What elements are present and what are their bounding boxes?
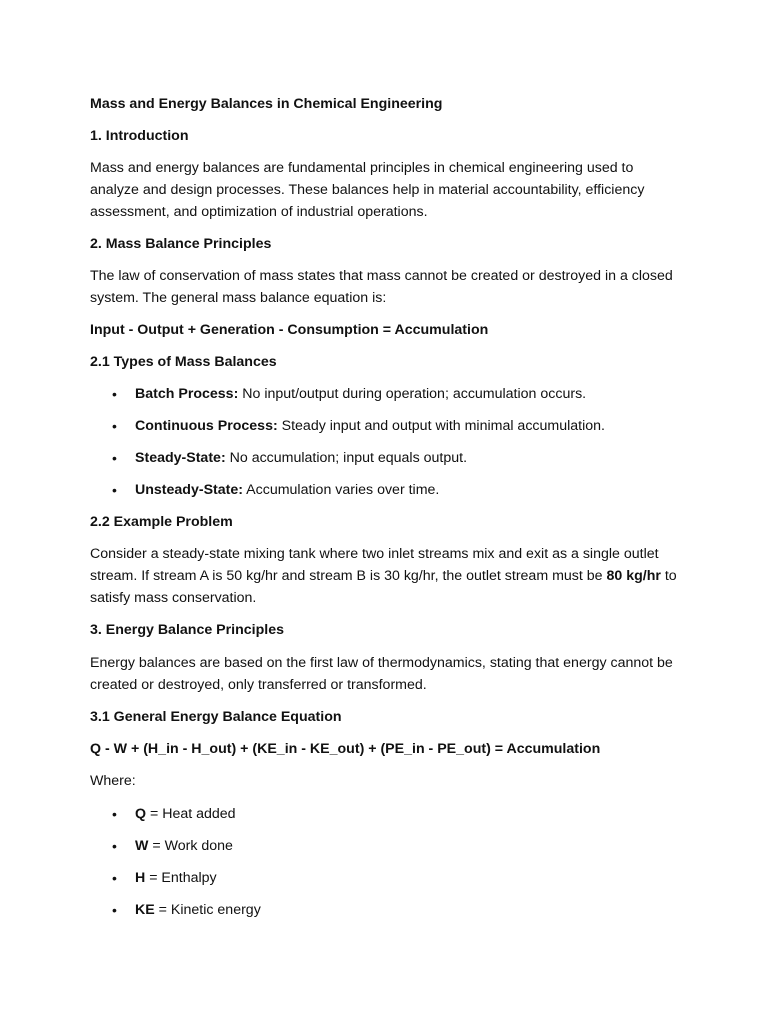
list-item (90, 383, 678, 405)
example-answer: 80 kg/hr (606, 568, 661, 584)
list-item-desc: Steady input and output with minimal accumulation. (277, 418, 605, 434)
list-item-term: KE (135, 902, 155, 918)
list-item-desc: = Heat added (146, 806, 236, 822)
list-item-term: Q (135, 806, 147, 822)
energy-terms-list (90, 803, 678, 921)
mass-balance-types-list (90, 383, 678, 501)
list-item-desc: Accumulation varies over time. (243, 482, 440, 498)
section-2-paragraph: The law of conservation of mass states that mass cannot be created or destroyed in a closed system. The general mass balance equation is: (90, 268, 673, 306)
list-item-term: Steady-State: (135, 450, 226, 466)
list-item-term: Batch Process: (135, 386, 239, 402)
energy-balance-equation: Q - W + (H_in - H_out) + (KE_in - KE_out) + (PE_in - PE_out) = Accumulation (90, 741, 601, 757)
list-item-term: Continuous Process: (135, 418, 278, 434)
example-text-end: to satisfy mass conservation. (90, 568, 677, 606)
list-item (90, 899, 678, 921)
section-2-heading: 2. Mass Balance Principles (90, 236, 272, 252)
bullet-icon: • (112, 870, 117, 886)
list-item-term: Unsteady-State: (135, 482, 244, 498)
list-item-desc: = Work done (148, 838, 233, 854)
bullet-icon: • (112, 902, 117, 918)
section-3-paragraph: Energy balances are based on the first law of thermodynamics, stating that energy cannot be created or destroyed, only transferred or transformed. (90, 655, 673, 693)
section-2-1-heading: 2.1 Types of Mass Balances (90, 354, 277, 370)
bullet-icon: • (112, 838, 117, 854)
list-item (90, 479, 678, 501)
section-1-heading: 1. Introduction (90, 128, 189, 144)
section-2-2-heading: 2.2 Example Problem (90, 514, 233, 530)
list-item-desc: No accumulation; input equals output. (225, 450, 468, 466)
example-text-start: Consider a steady-state mixing tank where two inlet streams mix and exit as a single outlet stream. If stream A is 50 kg/hr and stream B is 30 kg/hr, the outlet stream must be (90, 546, 659, 584)
list-item-desc: = Kinetic energy (154, 902, 261, 918)
bullet-icon: • (112, 806, 117, 822)
section-3-heading: 3. Energy Balance Principles (90, 622, 284, 638)
list-item (90, 415, 678, 437)
list-item (90, 867, 678, 889)
list-item-desc: = Enthalpy (145, 870, 217, 886)
list-item-term: W (135, 838, 149, 854)
mass-balance-equation: Input - Output + Generation - Consumption = Accumulation (90, 322, 489, 338)
bullet-icon: • (112, 418, 117, 434)
list-item (90, 835, 678, 857)
section-1-paragraph: Mass and energy balances are fundamental principles in chemical engineering used to analyze and design processes. These balances help in material accountability, efficiency assessment, and optimization of industrial operations. (90, 160, 645, 220)
list-item (90, 803, 678, 825)
list-item (90, 447, 678, 469)
bullet-icon: • (112, 482, 117, 498)
section-2-2-paragraph (90, 543, 678, 609)
section-3-1-heading: 3.1 General Energy Balance Equation (90, 709, 342, 725)
bullet-icon: • (112, 450, 117, 466)
bullet-icon: • (112, 386, 117, 402)
where-label: Where: (90, 773, 136, 789)
list-item-desc: No input/output during operation; accumulation occurs. (238, 386, 587, 402)
list-item-term: H (135, 870, 146, 886)
document-title: Mass and Energy Balances in Chemical Engineering (90, 96, 443, 112)
